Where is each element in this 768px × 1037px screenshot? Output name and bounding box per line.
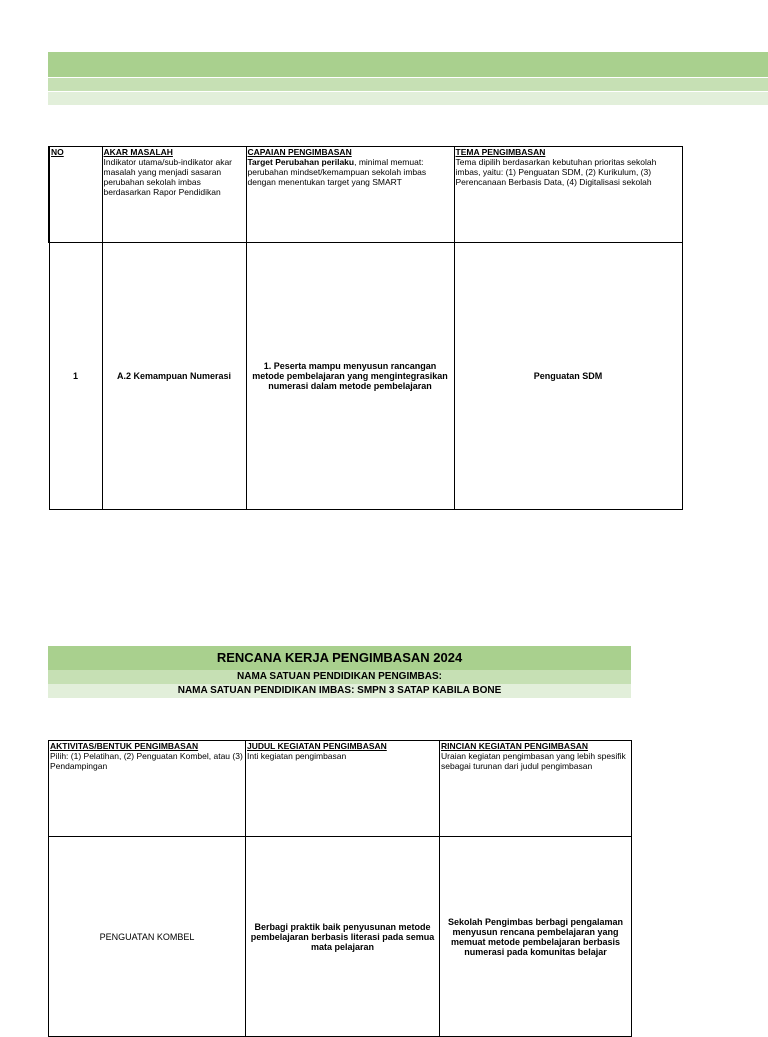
top-header-band — [48, 52, 768, 77]
header-title: TEMA PENGIMBASAN — [455, 147, 546, 157]
header-cell-akar-masalah — [102, 147, 246, 243]
akar-masalah-table — [48, 146, 683, 510]
header-title: JUDUL KEGIATAN PENGIMBASAN — [247, 741, 387, 751]
table-row — [49, 837, 632, 1037]
header-description: Pilih: (1) Pelatihan, (2) Penguatan Kombel, atau (3) Pendampingan — [50, 751, 243, 771]
header-description: Inti kegiatan pengimbasan — [247, 751, 347, 761]
plan-title: RENCANA KERJA PENGIMBASAN 2024 — [48, 646, 631, 670]
header-cell-judul — [246, 741, 440, 837]
header-title: CAPAIAN PENGIMBASAN — [247, 147, 352, 157]
rencana-kegiatan-table — [48, 740, 632, 1037]
header-description — [248, 157, 453, 187]
plan-imbas-name: NAMA SATUAN PENDIDIKAN IMBAS: SMPN 3 SATAP KABILA BONE — [48, 684, 631, 698]
header-cell-capaian — [246, 147, 454, 243]
header-title: AKAR MASALAH — [103, 147, 173, 157]
header-description: Uraian kegiatan pengimbasan yang lebih spesifik sebagai turunan dari judul pengimbasan — [441, 751, 626, 771]
cell-akar-masalah: A.2 Kemampuan Numerasi — [102, 243, 246, 510]
header-description-rest: , minimal memuat: perubahan mindset/kemampuan sekolah imbas dengan menentukan target yang SMART — [247, 157, 427, 187]
header-description: Indikator utama/sub-indikator akar masalah yang menjadi sasaran perubahan sekolah imbas berdasarkan Rapor Pendidikan — [103, 157, 233, 197]
cell-capaian: 1. Peserta mampu menyusun rancangan metode pembelajaran yang mengintegrasikan numerasi dalam metode pembelajaran — [246, 243, 454, 510]
top-subheader-band-light — [48, 92, 768, 105]
header-cell-no — [49, 147, 102, 243]
table-row — [49, 243, 682, 510]
top-subheader-band — [48, 78, 768, 91]
cell-rincian: Sekolah Pengimbas berbagi pengalaman menyusun rencana pembelajaran yang memuat metode pembelajaran berbasis numerasi pada komunitas belajar — [440, 837, 632, 1037]
cell-tema: Penguatan SDM — [454, 243, 682, 510]
header-description-bold: Target Perubahan perilaku — [247, 157, 355, 167]
header-description: Tema dipilih berdasarkan kebutuhan prioritas sekolah imbas, yaitu: (1) Penguatan SDM, (2) Kurikulum, (3) Perencanaan Berbasis Data, (4) Digitalisasi sekolah — [455, 157, 657, 187]
cell-no: 1 — [49, 243, 102, 510]
header-cell-rincian — [440, 741, 632, 837]
header-title: RINCIAN KEGIATAN PENGIMBASAN — [441, 741, 589, 751]
table-header-row — [49, 147, 682, 243]
table-header-row — [49, 741, 632, 837]
plan-pengimbas-name: NAMA SATUAN PENDIDIKAN PENGIMBAS: — [48, 670, 631, 684]
header-title: AKTIVITAS/BENTUK PENGIMBASAN — [50, 741, 199, 751]
header-cell-aktivitas — [49, 741, 246, 837]
cell-judul: Berbagi praktik baik penyusunan metode pembelajaran berbasis literasi pada semua mata pelajaran — [246, 837, 440, 1037]
header-cell-tema — [454, 147, 682, 243]
cell-aktivitas: PENGUATAN KOMBEL — [49, 837, 246, 1037]
header-title: NO — [51, 147, 64, 157]
